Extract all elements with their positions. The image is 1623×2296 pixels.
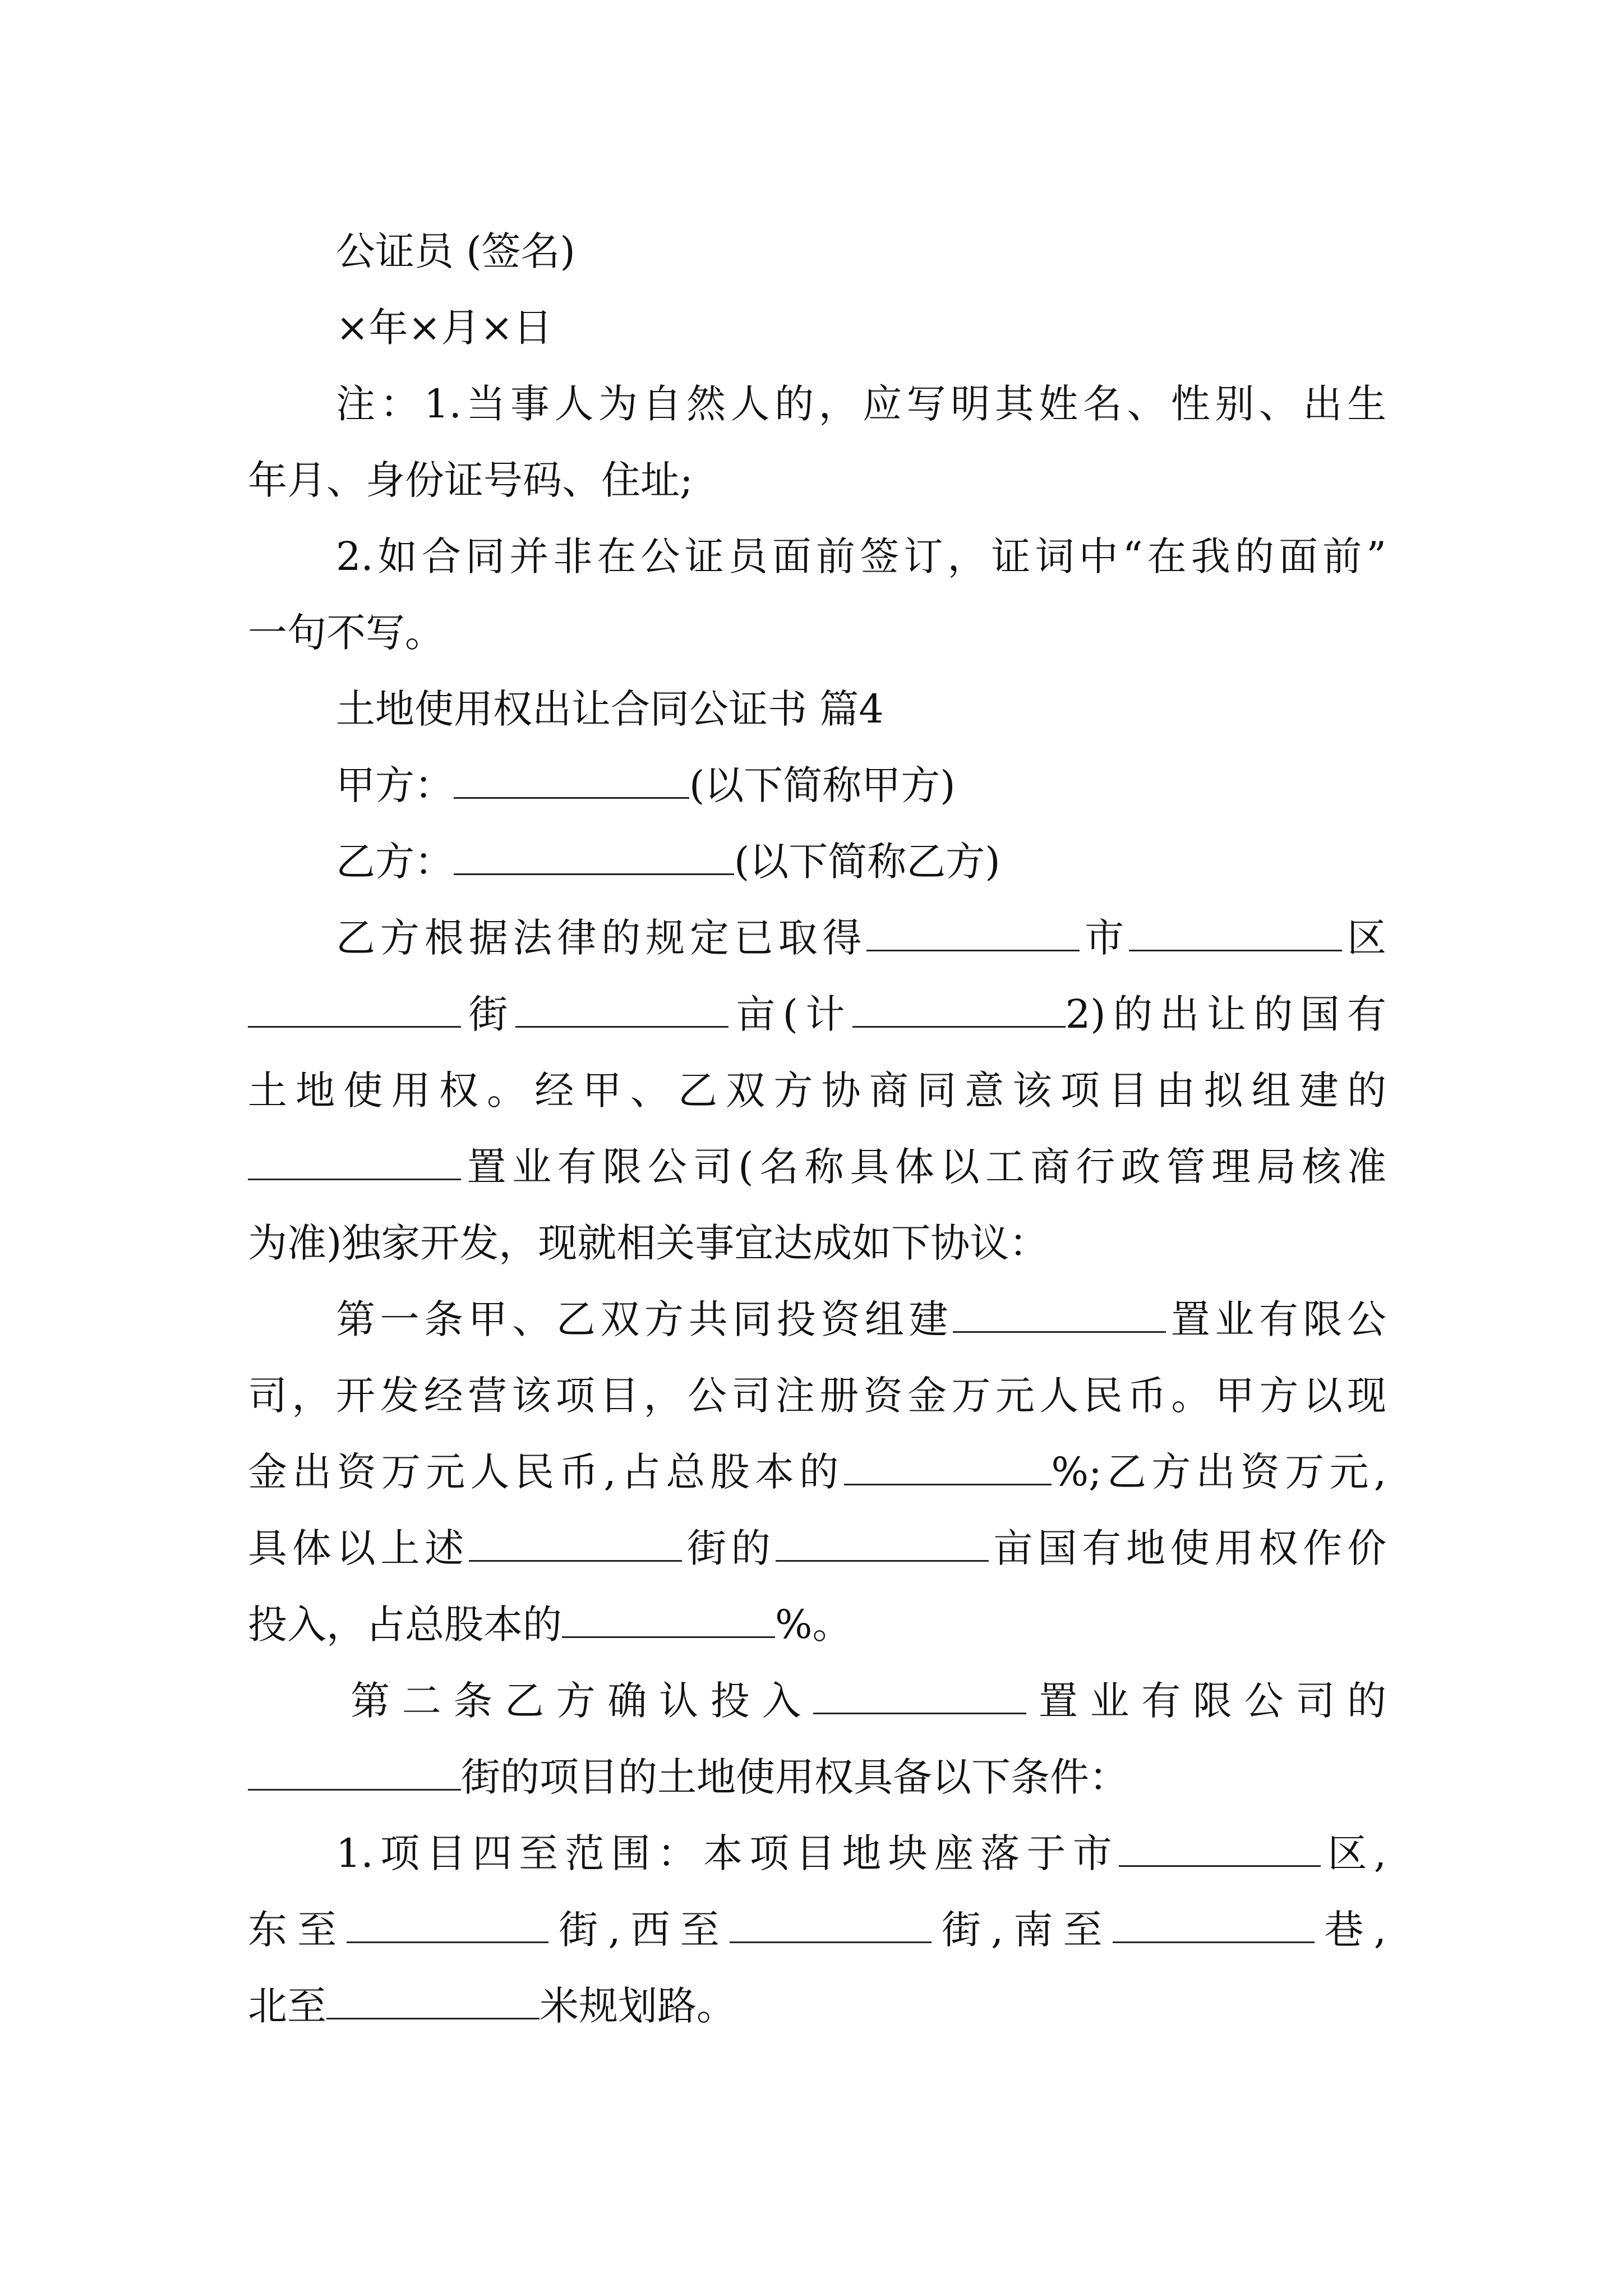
party-a-label: 甲方：	[336, 762, 454, 808]
article-1-text-9: %。	[775, 1602, 852, 1648]
intro-line-2	[248, 976, 1386, 1052]
city-blank	[866, 917, 1080, 951]
party-a-blank	[454, 765, 689, 799]
acre-blank	[515, 993, 728, 1028]
district-blank	[1129, 917, 1342, 951]
article-1-company-blank	[953, 1299, 1166, 1333]
east-boundary-blank	[347, 1909, 548, 1943]
party-b-share-blank	[562, 1604, 775, 1638]
article-1-line-3	[248, 1434, 1386, 1510]
article-1-acre-blank	[776, 1527, 989, 1562]
article-1-street-blank	[469, 1527, 682, 1562]
south-boundary-blank	[1113, 1909, 1315, 1943]
intro-text-1: 乙方根据法律的规定已取得	[336, 915, 867, 961]
item-1-text-4: 街,西至	[548, 1907, 730, 1953]
item-1-text-6: 巷,	[1314, 1907, 1386, 1953]
area-blank	[852, 993, 1066, 1028]
article-2-street-blank	[248, 1756, 461, 1791]
item-1-line-2	[248, 1892, 1386, 1968]
north-boundary-blank	[326, 1985, 540, 2019]
party-b-label: 乙方：	[336, 839, 454, 885]
article-2-company-blank	[813, 1680, 1026, 1714]
article-2-line-1	[351, 1663, 1386, 1739]
article-1-text-3: 金出资万元人民币,占总股本的	[248, 1449, 844, 1495]
article-1-text-4: %;乙方出资万元,	[1051, 1449, 1386, 1495]
article-1-line-2: 司，开发经营该项目，公司注册资金万元人民币。甲方以现	[248, 1373, 1386, 1419]
article-2-text-1: 第二条乙方确认投入	[351, 1678, 814, 1724]
intro-text-6: 2)的出让的国有	[1065, 991, 1386, 1037]
party-a-line	[336, 747, 956, 823]
party-b-suffix: (以下简称乙方)	[734, 839, 1000, 885]
note-2-line-1: 2.如合同并非在公证员面前签订，证词中“在我的面前”	[336, 533, 1386, 579]
intro-text-4: 街	[461, 991, 515, 1037]
party-b-blank	[454, 841, 734, 875]
intro-line-1	[336, 900, 1386, 976]
article-1-line-4	[248, 1510, 1386, 1586]
article-1-text-5: 具体以上述	[248, 1525, 469, 1571]
intro-line-3: 土地使用权。经甲、乙双方协商同意该项目由拟组建的	[248, 1068, 1386, 1114]
article-1-text-8: 投入，占总股本的	[248, 1602, 562, 1648]
item-1-district-blank	[1119, 1833, 1321, 1867]
article-1-line-5	[248, 1586, 852, 1663]
article-1-line-1	[336, 1281, 1386, 1358]
article-1-text-7: 亩国有地使用权作价	[988, 1525, 1387, 1571]
item-1-text-2: 区,	[1321, 1830, 1386, 1876]
intro-line-4	[248, 1129, 1386, 1205]
west-boundary-blank	[730, 1909, 932, 1943]
intro-text-2: 市	[1080, 915, 1129, 961]
article-2-text-2: 置业有限公司的	[1026, 1678, 1386, 1724]
article-1-text-2: 置业有限公	[1166, 1296, 1387, 1342]
item-1-text-7: 北至	[248, 1983, 326, 2029]
article-1-text-6: 街的	[682, 1525, 776, 1571]
intro-line-5: 为准)独家开发，现就相关事宜达成如下协议：	[248, 1220, 1049, 1266]
note-2-line-2: 一句不写。	[248, 610, 444, 656]
intro-text-5: 亩(计	[728, 991, 852, 1037]
article-1-text-1: 第一条甲、乙双方共同投资组建	[336, 1296, 953, 1342]
intro-text-7: 置业有限公司(名称具体以工商行政管理局核准	[461, 1144, 1386, 1190]
party-a-share-blank	[844, 1451, 1052, 1485]
party-a-suffix: (以下简称甲方)	[689, 762, 956, 808]
item-1-line-1	[336, 1815, 1386, 1892]
intro-text-3: 区	[1342, 915, 1387, 961]
item-1-text-8: 米规划路。	[540, 1983, 736, 2029]
notary-signature: 公证员 (签名)	[336, 228, 575, 274]
article-2-line-2	[248, 1739, 1128, 1815]
note-1-line-2: 年月、身份证号码、住址;	[248, 457, 693, 503]
section-title: 土地使用权出让合同公证书 篇4	[336, 686, 884, 732]
article-2-text-3: 街的项目的土地使用权具备以下条件：	[461, 1754, 1128, 1800]
item-1-text-1: 1.项目四至范围：本项目地块座落于市	[336, 1830, 1119, 1876]
item-1-text-5: 街,南至	[931, 1907, 1113, 1953]
street-blank	[248, 993, 461, 1028]
party-b-line	[336, 823, 1000, 900]
item-1-text-3: 东至	[248, 1907, 347, 1953]
note-1-line-1: 注：1.当事人为自然人的，应写明其姓名、性别、出生	[336, 381, 1386, 427]
item-1-line-3	[248, 1968, 736, 2044]
date-line: ×年×月×日	[336, 305, 552, 351]
company-blank	[248, 1146, 461, 1180]
